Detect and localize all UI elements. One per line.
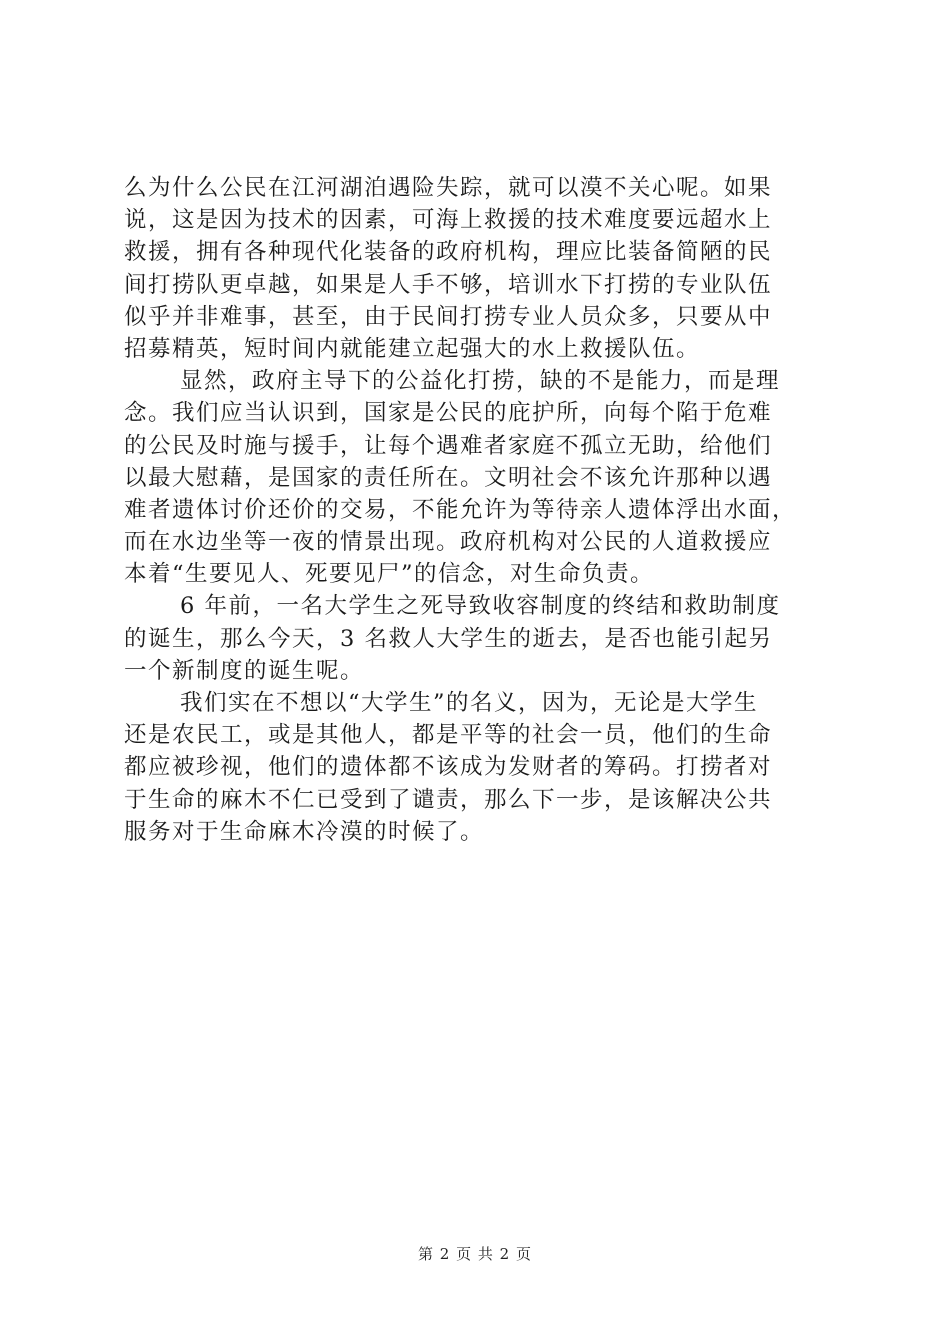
paragraph-4 xyxy=(124,687,834,848)
paragraph-first-line: 6 年前，一名大学生之死导致收容制度的终结和救助制度 xyxy=(180,593,781,620)
paragraph-line: 说，这是因为技术的因素，可海上救援的技术难度要远超水上 xyxy=(124,207,773,234)
paragraph-line: 难者遗体讨价还价的交易，不能允许为等待亲人遗体浮出水面， xyxy=(124,496,797,523)
paragraph-3 xyxy=(124,590,834,687)
paragraph-2 xyxy=(124,365,834,590)
paragraph-first-line: 我们实在不想以“大学生”的名义，因为，无论是大学生 xyxy=(180,690,759,716)
paragraph-line: 间打捞队更卓越，如果是人手不够，培训水下打捞的专业队伍 xyxy=(124,271,773,298)
page-footer xyxy=(0,1243,950,1264)
paragraph-line: 招募精英，短时间内就能建立起强大的水上救援队伍。 xyxy=(124,335,701,362)
paragraph-1 xyxy=(124,172,834,365)
paragraph-line: 的诞生，那么今天，3 名救人大学生的逝去，是否也能引起另 xyxy=(124,625,773,652)
paragraph-first-line: 显然，政府主导下的公益化打捞，缺的不是能力，而是理 xyxy=(180,368,781,395)
paragraph-line: 还是农民工，或是其他人，都是平等的社会一员，他们的生命 xyxy=(124,722,773,749)
paragraph-line: 而在水边坐等一夜的情景出现。政府机构对公民的人道救援应 xyxy=(124,529,773,556)
paragraph-line: 救援，拥有各种现代化装备的政府机构，理应比装备简陋的民 xyxy=(124,239,773,266)
paragraph-line: 么为什么公民在江河湖泊遇险失踪，就可以漠不关心呢。如果 xyxy=(124,175,773,201)
paragraph-line: 的公民及时施与援手，让每个遇难者家庭不孤立无助，给他们 xyxy=(124,432,773,459)
paragraph-line: 于生命的麻木不仁已受到了谴责，那么下一步，是该解决公共 xyxy=(124,786,773,813)
paragraph-line: 似乎并非难事，甚至，由于民间打捞专业人员众多，只要从中 xyxy=(124,303,773,330)
paragraph-line: 服务对于生命麻木冷漠的时候了。 xyxy=(124,818,485,845)
paragraph-line: 都应被珍视，他们的遗体都不该成为发财者的筹码。打捞者对 xyxy=(124,754,773,781)
paragraph-line: 本着“生要见人、死要见尸”的信念，对生命负责。 xyxy=(124,561,655,588)
page-number-label: 第 2 页 共 2 页 xyxy=(418,1245,532,1263)
paragraph-line: 念。我们应当认识到，国家是公民的庇护所，向每个陷于危难 xyxy=(124,400,773,427)
document-body xyxy=(124,172,834,848)
paragraph-line: 一个新制度的诞生呢。 xyxy=(124,657,365,684)
paragraph-line: 以最大慰藉，是国家的责任所在。文明社会不该允许那种以遇 xyxy=(124,464,773,491)
